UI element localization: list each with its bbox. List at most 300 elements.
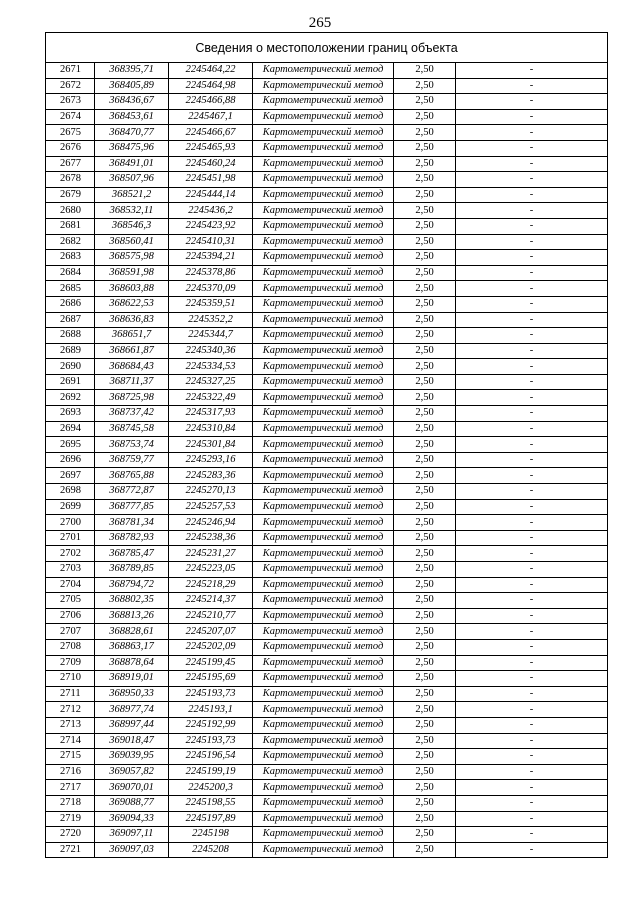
x-coordinate: 368651,7	[95, 328, 169, 344]
y-coordinate: 2245301,84	[169, 437, 253, 453]
dash-cell: -	[456, 546, 608, 562]
method-cell: Картометрический метод	[253, 780, 394, 796]
dash-cell: -	[456, 733, 608, 749]
method-cell: Картометрический метод	[253, 608, 394, 624]
error-value: 2,50	[394, 437, 456, 453]
x-coordinate: 368636,83	[95, 312, 169, 328]
point-number: 2679	[46, 187, 95, 203]
table-row	[46, 265, 608, 281]
method-cell: Картометрический метод	[253, 733, 394, 749]
dash-cell: -	[456, 671, 608, 687]
point-number: 2703	[46, 562, 95, 578]
coordinates-table-container	[45, 32, 607, 858]
point-number: 2719	[46, 811, 95, 827]
dash-cell: -	[456, 468, 608, 484]
point-number: 2690	[46, 359, 95, 375]
dash-cell: -	[456, 343, 608, 359]
method-cell: Картометрический метод	[253, 312, 394, 328]
y-coordinate: 2245231,27	[169, 546, 253, 562]
table-row	[46, 686, 608, 702]
point-number: 2713	[46, 717, 95, 733]
dash-cell: -	[456, 250, 608, 266]
table-row	[46, 250, 608, 266]
x-coordinate: 368828,61	[95, 624, 169, 640]
table-body	[46, 63, 608, 858]
y-coordinate: 2245270,13	[169, 484, 253, 500]
table-row	[46, 328, 608, 344]
error-value: 2,50	[394, 421, 456, 437]
point-number: 2673	[46, 94, 95, 110]
point-number: 2680	[46, 203, 95, 219]
error-value: 2,50	[394, 94, 456, 110]
dash-cell: -	[456, 125, 608, 141]
y-coordinate: 2245317,93	[169, 406, 253, 422]
error-value: 2,50	[394, 749, 456, 765]
dash-cell: -	[456, 624, 608, 640]
table-row	[46, 608, 608, 624]
x-coordinate: 368777,85	[95, 499, 169, 515]
point-number: 2707	[46, 624, 95, 640]
table-row	[46, 624, 608, 640]
error-value: 2,50	[394, 468, 456, 484]
x-coordinate: 368507,96	[95, 172, 169, 188]
y-coordinate: 2245193,73	[169, 686, 253, 702]
x-coordinate: 368753,74	[95, 437, 169, 453]
method-cell: Картометрический метод	[253, 296, 394, 312]
dash-cell: -	[456, 577, 608, 593]
table-row	[46, 63, 608, 79]
table-row	[46, 125, 608, 141]
point-number: 2697	[46, 468, 95, 484]
method-cell: Картометрический метод	[253, 499, 394, 515]
method-cell: Картометрический метод	[253, 484, 394, 500]
error-value: 2,50	[394, 577, 456, 593]
table-row	[46, 671, 608, 687]
y-coordinate: 2245202,09	[169, 639, 253, 655]
y-coordinate: 2245464,98	[169, 78, 253, 94]
x-coordinate: 368863,17	[95, 639, 169, 655]
table-row	[46, 172, 608, 188]
error-value: 2,50	[394, 172, 456, 188]
x-coordinate: 368622,53	[95, 296, 169, 312]
point-number: 2686	[46, 296, 95, 312]
dash-cell: -	[456, 140, 608, 156]
dash-cell: -	[456, 795, 608, 811]
point-number: 2701	[46, 530, 95, 546]
dash-cell: -	[456, 172, 608, 188]
y-coordinate: 2245460,24	[169, 156, 253, 172]
y-coordinate: 2245192,99	[169, 717, 253, 733]
coordinates-table	[45, 32, 608, 858]
method-cell: Картометрический метод	[253, 764, 394, 780]
method-cell: Картометрический метод	[253, 156, 394, 172]
table-row	[46, 78, 608, 94]
dash-cell: -	[456, 296, 608, 312]
table-row	[46, 140, 608, 156]
y-coordinate: 2245199,45	[169, 655, 253, 671]
table-row	[46, 717, 608, 733]
x-coordinate: 368725,98	[95, 390, 169, 406]
y-coordinate: 2245352,2	[169, 312, 253, 328]
y-coordinate: 2245200,3	[169, 780, 253, 796]
error-value: 2,50	[394, 328, 456, 344]
point-number: 2689	[46, 343, 95, 359]
x-coordinate: 368813,26	[95, 608, 169, 624]
method-cell: Картометрический метод	[253, 218, 394, 234]
error-value: 2,50	[394, 608, 456, 624]
method-cell: Картометрический метод	[253, 328, 394, 344]
point-number: 2709	[46, 655, 95, 671]
table-row	[46, 234, 608, 250]
method-cell: Картометрический метод	[253, 811, 394, 827]
dash-cell: -	[456, 218, 608, 234]
x-coordinate: 368395,71	[95, 63, 169, 79]
point-number: 2671	[46, 63, 95, 79]
error-value: 2,50	[394, 671, 456, 687]
y-coordinate: 2245207,07	[169, 624, 253, 640]
method-cell: Картометрический метод	[253, 562, 394, 578]
y-coordinate: 2245334,53	[169, 359, 253, 375]
y-coordinate: 2245257,53	[169, 499, 253, 515]
dash-cell: -	[456, 359, 608, 375]
method-cell: Картометрический метод	[253, 530, 394, 546]
y-coordinate: 2245193,73	[169, 733, 253, 749]
point-number: 2708	[46, 639, 95, 655]
dash-cell: -	[456, 608, 608, 624]
y-coordinate: 2245344,7	[169, 328, 253, 344]
error-value: 2,50	[394, 187, 456, 203]
dash-cell: -	[456, 421, 608, 437]
point-number: 2700	[46, 515, 95, 531]
table-row	[46, 530, 608, 546]
error-value: 2,50	[394, 109, 456, 125]
table-row	[46, 452, 608, 468]
y-coordinate: 2245327,25	[169, 374, 253, 390]
x-coordinate: 368661,87	[95, 343, 169, 359]
dash-cell: -	[456, 717, 608, 733]
y-coordinate: 2245310,84	[169, 421, 253, 437]
table-row	[46, 390, 608, 406]
table-title: Сведения о местоположении границ объекта	[46, 33, 608, 63]
table-row	[46, 655, 608, 671]
dash-cell: -	[456, 827, 608, 843]
method-cell: Картометрический метод	[253, 281, 394, 297]
y-coordinate: 2245451,98	[169, 172, 253, 188]
table-row	[46, 421, 608, 437]
x-coordinate: 368711,37	[95, 374, 169, 390]
table-row	[46, 312, 608, 328]
x-coordinate: 368470,77	[95, 125, 169, 141]
table-row	[46, 281, 608, 297]
y-coordinate: 2245223,05	[169, 562, 253, 578]
method-cell: Картометрический метод	[253, 639, 394, 655]
error-value: 2,50	[394, 203, 456, 219]
x-coordinate: 368789,85	[95, 562, 169, 578]
method-cell: Картометрический метод	[253, 686, 394, 702]
table-row	[46, 187, 608, 203]
error-value: 2,50	[394, 562, 456, 578]
x-coordinate: 368765,88	[95, 468, 169, 484]
table-title-row	[46, 33, 608, 63]
error-value: 2,50	[394, 639, 456, 655]
error-value: 2,50	[394, 795, 456, 811]
y-coordinate: 2245465,93	[169, 140, 253, 156]
x-coordinate: 369097,11	[95, 827, 169, 843]
table-row	[46, 499, 608, 515]
method-cell: Картометрический метод	[253, 827, 394, 843]
x-coordinate: 368794,72	[95, 577, 169, 593]
point-number: 2685	[46, 281, 95, 297]
error-value: 2,50	[394, 250, 456, 266]
dash-cell: -	[456, 312, 608, 328]
table-row	[46, 437, 608, 453]
table-row	[46, 484, 608, 500]
error-value: 2,50	[394, 842, 456, 858]
x-coordinate: 368591,98	[95, 265, 169, 281]
table-row	[46, 94, 608, 110]
y-coordinate: 2245466,67	[169, 125, 253, 141]
error-value: 2,50	[394, 140, 456, 156]
table-row	[46, 546, 608, 562]
error-value: 2,50	[394, 655, 456, 671]
error-value: 2,50	[394, 546, 456, 562]
x-coordinate: 369018,47	[95, 733, 169, 749]
y-coordinate: 2245466,88	[169, 94, 253, 110]
x-coordinate: 368453,61	[95, 109, 169, 125]
error-value: 2,50	[394, 265, 456, 281]
table-row	[46, 515, 608, 531]
method-cell: Картометрический метод	[253, 749, 394, 765]
point-number: 2704	[46, 577, 95, 593]
point-number: 2687	[46, 312, 95, 328]
error-value: 2,50	[394, 406, 456, 422]
y-coordinate: 2245370,09	[169, 281, 253, 297]
table-row	[46, 296, 608, 312]
x-coordinate: 368737,42	[95, 406, 169, 422]
error-value: 2,50	[394, 234, 456, 250]
y-coordinate: 2245193,1	[169, 702, 253, 718]
table-row	[46, 203, 608, 219]
point-number: 2677	[46, 156, 95, 172]
dash-cell: -	[456, 562, 608, 578]
error-value: 2,50	[394, 63, 456, 79]
x-coordinate: 368878,64	[95, 655, 169, 671]
y-coordinate: 2245283,36	[169, 468, 253, 484]
dash-cell: -	[456, 203, 608, 219]
dash-cell: -	[456, 764, 608, 780]
y-coordinate: 2245210,77	[169, 608, 253, 624]
x-coordinate: 369097,03	[95, 842, 169, 858]
point-number: 2688	[46, 328, 95, 344]
table-row	[46, 795, 608, 811]
method-cell: Картометрический метод	[253, 546, 394, 562]
table-row	[46, 842, 608, 858]
y-coordinate: 2245394,21	[169, 250, 253, 266]
error-value: 2,50	[394, 281, 456, 297]
x-coordinate: 368436,67	[95, 94, 169, 110]
method-cell: Картометрический метод	[253, 452, 394, 468]
y-coordinate: 2245195,69	[169, 671, 253, 687]
x-coordinate: 369094,33	[95, 811, 169, 827]
method-cell: Картометрический метод	[253, 374, 394, 390]
point-number: 2678	[46, 172, 95, 188]
x-coordinate: 368532,11	[95, 203, 169, 219]
table-row	[46, 406, 608, 422]
y-coordinate: 2245196,54	[169, 749, 253, 765]
x-coordinate: 368745,58	[95, 421, 169, 437]
error-value: 2,50	[394, 530, 456, 546]
point-number: 2681	[46, 218, 95, 234]
y-coordinate: 2245322,49	[169, 390, 253, 406]
y-coordinate: 2245467,1	[169, 109, 253, 125]
y-coordinate: 2245340,36	[169, 343, 253, 359]
x-coordinate: 368491,01	[95, 156, 169, 172]
point-number: 2696	[46, 452, 95, 468]
point-number: 2682	[46, 234, 95, 250]
x-coordinate: 368575,98	[95, 250, 169, 266]
y-coordinate: 2245214,37	[169, 593, 253, 609]
x-coordinate: 369039,95	[95, 749, 169, 765]
y-coordinate: 2245238,36	[169, 530, 253, 546]
error-value: 2,50	[394, 296, 456, 312]
dash-cell: -	[456, 156, 608, 172]
error-value: 2,50	[394, 452, 456, 468]
y-coordinate: 2245359,51	[169, 296, 253, 312]
y-coordinate: 2245197,89	[169, 811, 253, 827]
dash-cell: -	[456, 780, 608, 796]
x-coordinate: 368405,89	[95, 78, 169, 94]
method-cell: Картометрический метод	[253, 172, 394, 188]
error-value: 2,50	[394, 359, 456, 375]
dash-cell: -	[456, 281, 608, 297]
point-number: 2674	[46, 109, 95, 125]
point-number: 2718	[46, 795, 95, 811]
table-row	[46, 764, 608, 780]
table-row	[46, 359, 608, 375]
dash-cell: -	[456, 109, 608, 125]
dash-cell: -	[456, 63, 608, 79]
method-cell: Картометрический метод	[253, 655, 394, 671]
method-cell: Картометрический метод	[253, 250, 394, 266]
point-number: 2710	[46, 671, 95, 687]
y-coordinate: 2245246,94	[169, 515, 253, 531]
table-row	[46, 374, 608, 390]
table-row	[46, 827, 608, 843]
table-row	[46, 733, 608, 749]
method-cell: Картометрический метод	[253, 702, 394, 718]
dash-cell: -	[456, 530, 608, 546]
error-value: 2,50	[394, 374, 456, 390]
point-number: 2692	[46, 390, 95, 406]
dash-cell: -	[456, 593, 608, 609]
error-value: 2,50	[394, 811, 456, 827]
point-number: 2705	[46, 593, 95, 609]
x-coordinate: 368802,35	[95, 593, 169, 609]
dash-cell: -	[456, 515, 608, 531]
table-row	[46, 468, 608, 484]
dash-cell: -	[456, 234, 608, 250]
method-cell: Картометрический метод	[253, 421, 394, 437]
method-cell: Картометрический метод	[253, 359, 394, 375]
dash-cell: -	[456, 328, 608, 344]
error-value: 2,50	[394, 125, 456, 141]
y-coordinate: 2245423,92	[169, 218, 253, 234]
point-number: 2691	[46, 374, 95, 390]
x-coordinate: 368919,01	[95, 671, 169, 687]
dash-cell: -	[456, 749, 608, 765]
table-row	[46, 562, 608, 578]
y-coordinate: 2245444,14	[169, 187, 253, 203]
error-value: 2,50	[394, 686, 456, 702]
table-row	[46, 218, 608, 234]
point-number: 2721	[46, 842, 95, 858]
dash-cell: -	[456, 702, 608, 718]
x-coordinate: 368521,2	[95, 187, 169, 203]
method-cell: Картометрический метод	[253, 140, 394, 156]
point-number: 2676	[46, 140, 95, 156]
dash-cell: -	[456, 406, 608, 422]
method-cell: Картометрический метод	[253, 624, 394, 640]
error-value: 2,50	[394, 156, 456, 172]
y-coordinate: 2245293,16	[169, 452, 253, 468]
error-value: 2,50	[394, 218, 456, 234]
x-coordinate: 368684,43	[95, 359, 169, 375]
x-coordinate: 368950,33	[95, 686, 169, 702]
table-row	[46, 343, 608, 359]
y-coordinate: 2245198,55	[169, 795, 253, 811]
dash-cell: -	[456, 842, 608, 858]
method-cell: Картометрический метод	[253, 203, 394, 219]
x-coordinate: 369070,01	[95, 780, 169, 796]
dash-cell: -	[456, 390, 608, 406]
x-coordinate: 368603,88	[95, 281, 169, 297]
table-row	[46, 749, 608, 765]
dash-cell: -	[456, 499, 608, 515]
method-cell: Картометрический метод	[253, 406, 394, 422]
dash-cell: -	[456, 437, 608, 453]
method-cell: Картометрический метод	[253, 343, 394, 359]
point-number: 2714	[46, 733, 95, 749]
method-cell: Картометрический метод	[253, 125, 394, 141]
y-coordinate: 2245464,22	[169, 63, 253, 79]
error-value: 2,50	[394, 312, 456, 328]
dash-cell: -	[456, 374, 608, 390]
error-value: 2,50	[394, 515, 456, 531]
point-number: 2706	[46, 608, 95, 624]
method-cell: Картометрический метод	[253, 577, 394, 593]
point-number: 2720	[46, 827, 95, 843]
method-cell: Картометрический метод	[253, 390, 394, 406]
dash-cell: -	[456, 639, 608, 655]
page-number: 265	[308, 15, 332, 31]
error-value: 2,50	[394, 702, 456, 718]
x-coordinate: 369088,77	[95, 795, 169, 811]
error-value: 2,50	[394, 390, 456, 406]
method-cell: Картометрический метод	[253, 515, 394, 531]
point-number: 2695	[46, 437, 95, 453]
table-row	[46, 593, 608, 609]
dash-cell: -	[456, 187, 608, 203]
method-cell: Картометрический метод	[253, 94, 394, 110]
error-value: 2,50	[394, 593, 456, 609]
point-number: 2684	[46, 265, 95, 281]
y-coordinate: 2245199,19	[169, 764, 253, 780]
method-cell: Картометрический метод	[253, 265, 394, 281]
dash-cell: -	[456, 811, 608, 827]
x-coordinate: 368772,87	[95, 484, 169, 500]
method-cell: Картометрический метод	[253, 717, 394, 733]
table-row	[46, 811, 608, 827]
